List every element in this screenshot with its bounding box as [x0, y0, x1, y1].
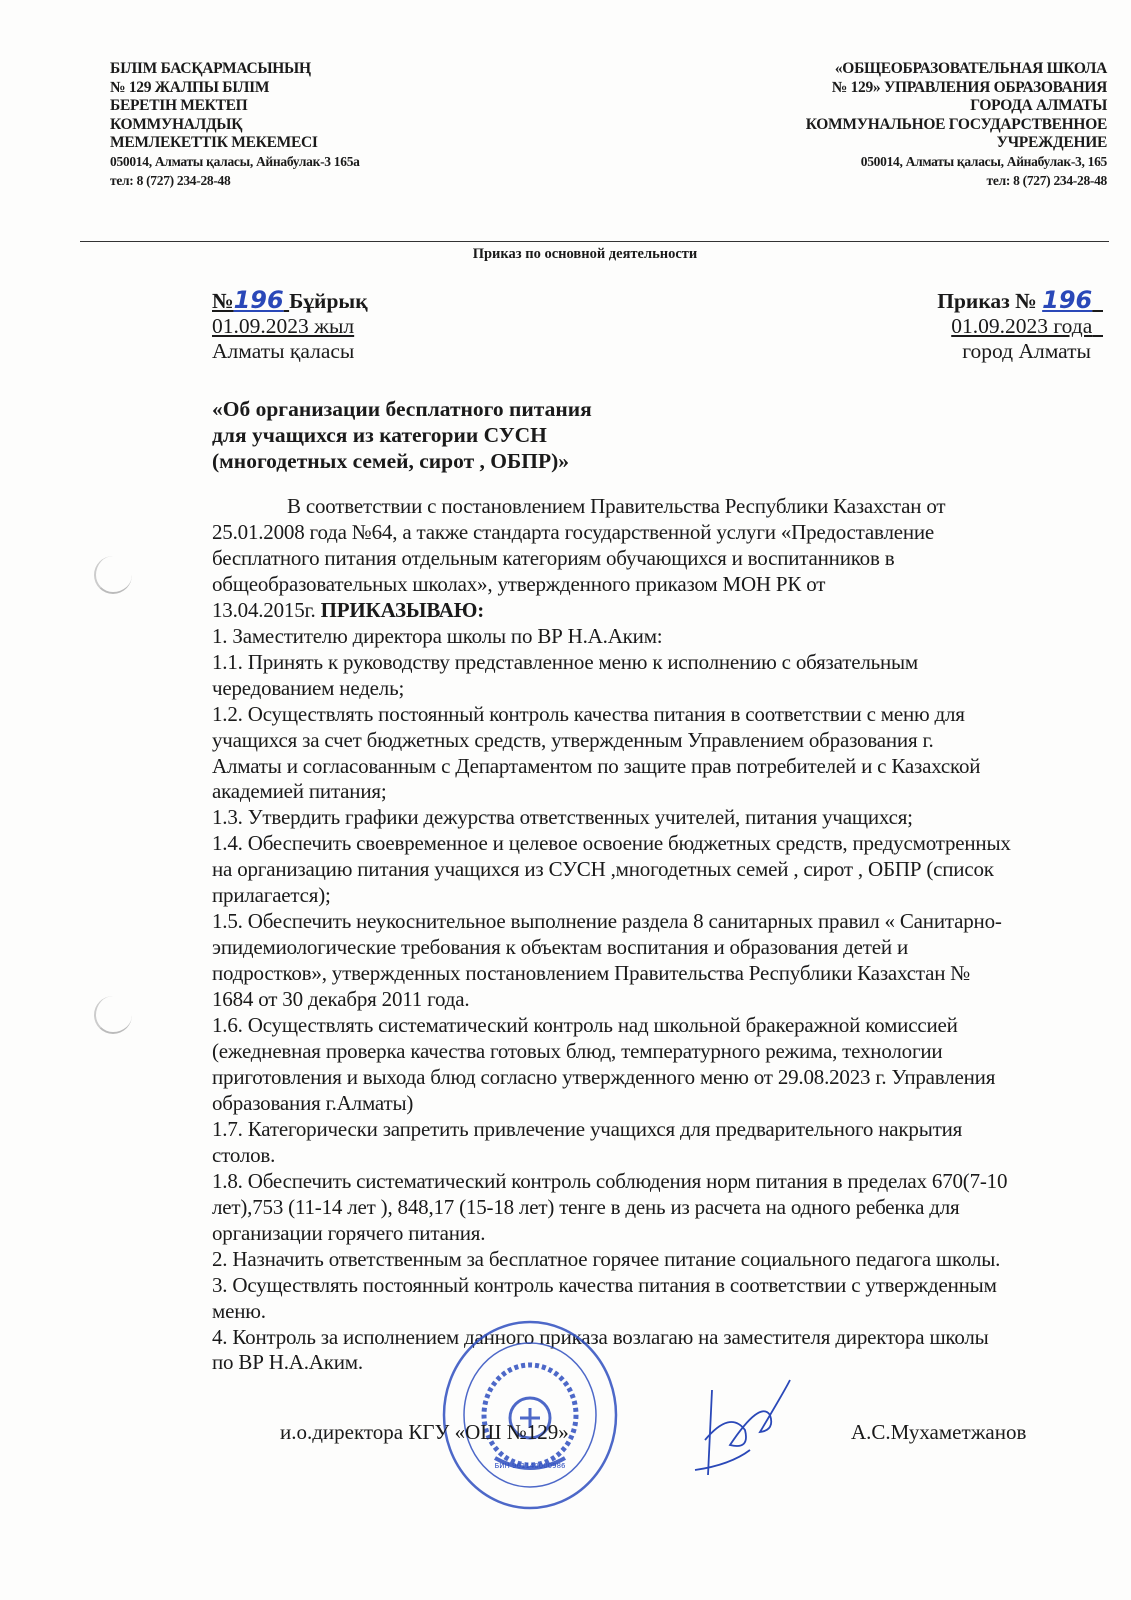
- header-line: УЧРЕЖДЕНИЕ: [996, 134, 1107, 152]
- body-line: чередованием недель;: [212, 675, 405, 700]
- body-line: 1.6. Осуществлять систематический контроль над школьной бракеражной комиссией: [212, 1013, 958, 1038]
- header-address: 050014, Алматы қаласы, Айнабулак-3, 165: [860, 153, 1107, 169]
- header-line: № 129 ЖАЛПЫ БІЛІМ: [110, 78, 270, 96]
- header-line: КОММУНАЛДЫҚ: [110, 115, 243, 133]
- order-title: [212, 396, 592, 474]
- body-line: бесплатного питания отдельным категориям обучающихся и воспитанников в: [212, 545, 895, 570]
- header-phone: тел: 8 (727) 234-28-48: [986, 172, 1107, 188]
- body-line: [212, 598, 1011, 624]
- body-line: общеобразовательных школах», утвержденного приказом МОН РК от: [212, 571, 826, 596]
- order-word: ПРИКАЗЫВАЮ:: [320, 597, 485, 622]
- header-address: 050014, Алматы қаласы, Айнабулак-3 165а: [110, 153, 360, 169]
- signature-scribble: [690, 1370, 800, 1480]
- body-line: академией питания;: [212, 779, 387, 804]
- signatory-position: и.о.директора КГУ «ОШ №129»: [280, 1420, 569, 1444]
- number-prefix: №: [212, 289, 234, 313]
- official-stamp: [440, 1318, 620, 1513]
- header-right: [806, 60, 1107, 190]
- body-line: приготовления и выхода блюд согласно утвержденного меню от 29.08.2023 г. Управления: [212, 1064, 996, 1089]
- body-line: 2. Назначить ответственным за бесплатное горячее питание социального педагога школы.: [212, 1246, 1001, 1271]
- body-line: 1.5. Обеспечить неукоснительное выполнение раздела 8 санитарных правил « Санитарно-: [212, 909, 1002, 934]
- order-city: Алматы қаласы: [212, 339, 355, 363]
- body-line: 4. Контроль за исполнением данного приказа возлагаю на заместителя директора школы: [212, 1324, 989, 1349]
- header-line: ГОРОДА АЛМАТЫ: [970, 97, 1107, 115]
- body-line: 1.3. Утвердить графики дежурства ответственных учителей, питания учащихся;: [212, 805, 913, 830]
- body-line: подростков», утвержденных постановлением Правительства Республики Казахстан №: [212, 961, 971, 986]
- body-line: 1.1. Принять к руководству представленное меню к исполнению с обязательным: [212, 649, 919, 674]
- header-line: «ОБЩЕОБРАЗОВАТЕЛЬНАЯ ШКОЛА: [834, 60, 1107, 77]
- header-line: № 129» УПРАВЛЕНИЯ ОБРАЗОВАНИЯ: [831, 78, 1107, 96]
- body-line: меню.: [212, 1298, 266, 1323]
- header-line: МЕМЛЕКЕТТІК МЕКЕМЕСІ: [110, 134, 318, 152]
- punch-hole: [94, 996, 132, 1034]
- body-line: столов.: [212, 1142, 276, 1167]
- stamp-bin: БИН 961140000986: [494, 1462, 566, 1470]
- order-date: 01.09.2023 жыл: [212, 314, 355, 338]
- header-left: [110, 60, 360, 190]
- body-line: 1.7. Категорически запретить привлечение учащихся для предварительного накрытия: [212, 1116, 963, 1141]
- order-body: [212, 494, 1011, 1376]
- body-line: 1684 от 30 декабря 2011 года.: [212, 987, 470, 1012]
- handwritten-number: 196: [1042, 286, 1093, 314]
- body-line: организации горячего питания.: [212, 1220, 486, 1245]
- body-line: В соответствии с постановлением Правительства Республики Казахстан от: [287, 494, 946, 518]
- body-text: 13.04.2015г.: [212, 597, 321, 622]
- body-line: по ВР Н.А.Аким.: [212, 1350, 363, 1375]
- handwritten-number: 196: [233, 286, 284, 314]
- header-phone: тел: 8 (727) 234-28-48: [110, 172, 231, 188]
- title-line: «Об организации бесплатного питания: [212, 397, 592, 421]
- header-line: КОММУНАЛЬНОЕ ГОСУДАРСТВЕННОЕ: [805, 115, 1107, 133]
- body-line: лет),753 (11-14 лет ), 848,17 (15-18 лет) тенге в день из расчета на одного ребенка для: [212, 1194, 960, 1219]
- order-label: Приказ №: [937, 289, 1037, 313]
- body-line: 25.01.2008 года №64, а также стандарта государственной услуги «Предоставление: [212, 519, 935, 544]
- body-line: 1.2. Осуществлять постоянный контроль качества питания в соответствии с меню для: [212, 701, 965, 726]
- order-number-kz: [212, 288, 368, 364]
- body-line: 1.8. Обеспечить систематический контроль соблюдения норм питания в пределах 670(7-10: [212, 1168, 1008, 1193]
- body-line: 1. Заместителю директора школы по ВР Н.А.Аким:: [212, 623, 663, 648]
- header-line: БЕРЕТІН МЕКТЕП: [110, 97, 248, 115]
- header-line: БІЛІМ БАСҚАРМАСЫНЫҢ: [110, 60, 311, 77]
- order-date: 01.09.2023 года: [951, 314, 1093, 338]
- body-line: прилагается);: [212, 883, 331, 908]
- order-number-ru: [937, 288, 1103, 364]
- body-line: 3. Осуществлять постоянный контроль качества питания в соответствии с утвержденным: [212, 1272, 997, 1297]
- body-line: учащихся за счет бюджетных средств, утвержденным Управлением образования г.: [212, 727, 934, 752]
- body-line: на организацию питания учащихся из СУСН ,многодетных семей , сирот , ОБПР (список: [212, 857, 994, 882]
- body-line: 1.4. Обеспечить своевременное и целевое освоение бюджетных средств, предусмотренных: [212, 831, 1011, 856]
- body-line: образования г.Алматы): [212, 1090, 414, 1115]
- body-line: Алматы и согласованным с Департаментом по защите прав потребителей и с Казахской: [212, 753, 981, 778]
- order-label: Бұйрық: [289, 289, 368, 313]
- order-city: город Алматы: [962, 339, 1091, 363]
- document-subtitle: Приказ по основной деятельности: [472, 246, 698, 262]
- signatory-name: А.С.Мухаметжанов: [851, 1420, 1027, 1444]
- title-line: (многодетных семей, сирот , ОБПР)»: [212, 449, 569, 473]
- punch-hole: [94, 556, 132, 594]
- body-line: (ежедневная проверка качества готовых блюд, температурного режима, технологии: [212, 1039, 943, 1064]
- header-divider: [80, 241, 1109, 242]
- title-line: для учащихся из категории СУСН: [212, 423, 547, 447]
- body-line: эпидемиологические требования к объектам воспитания и образования детей и: [212, 935, 908, 960]
